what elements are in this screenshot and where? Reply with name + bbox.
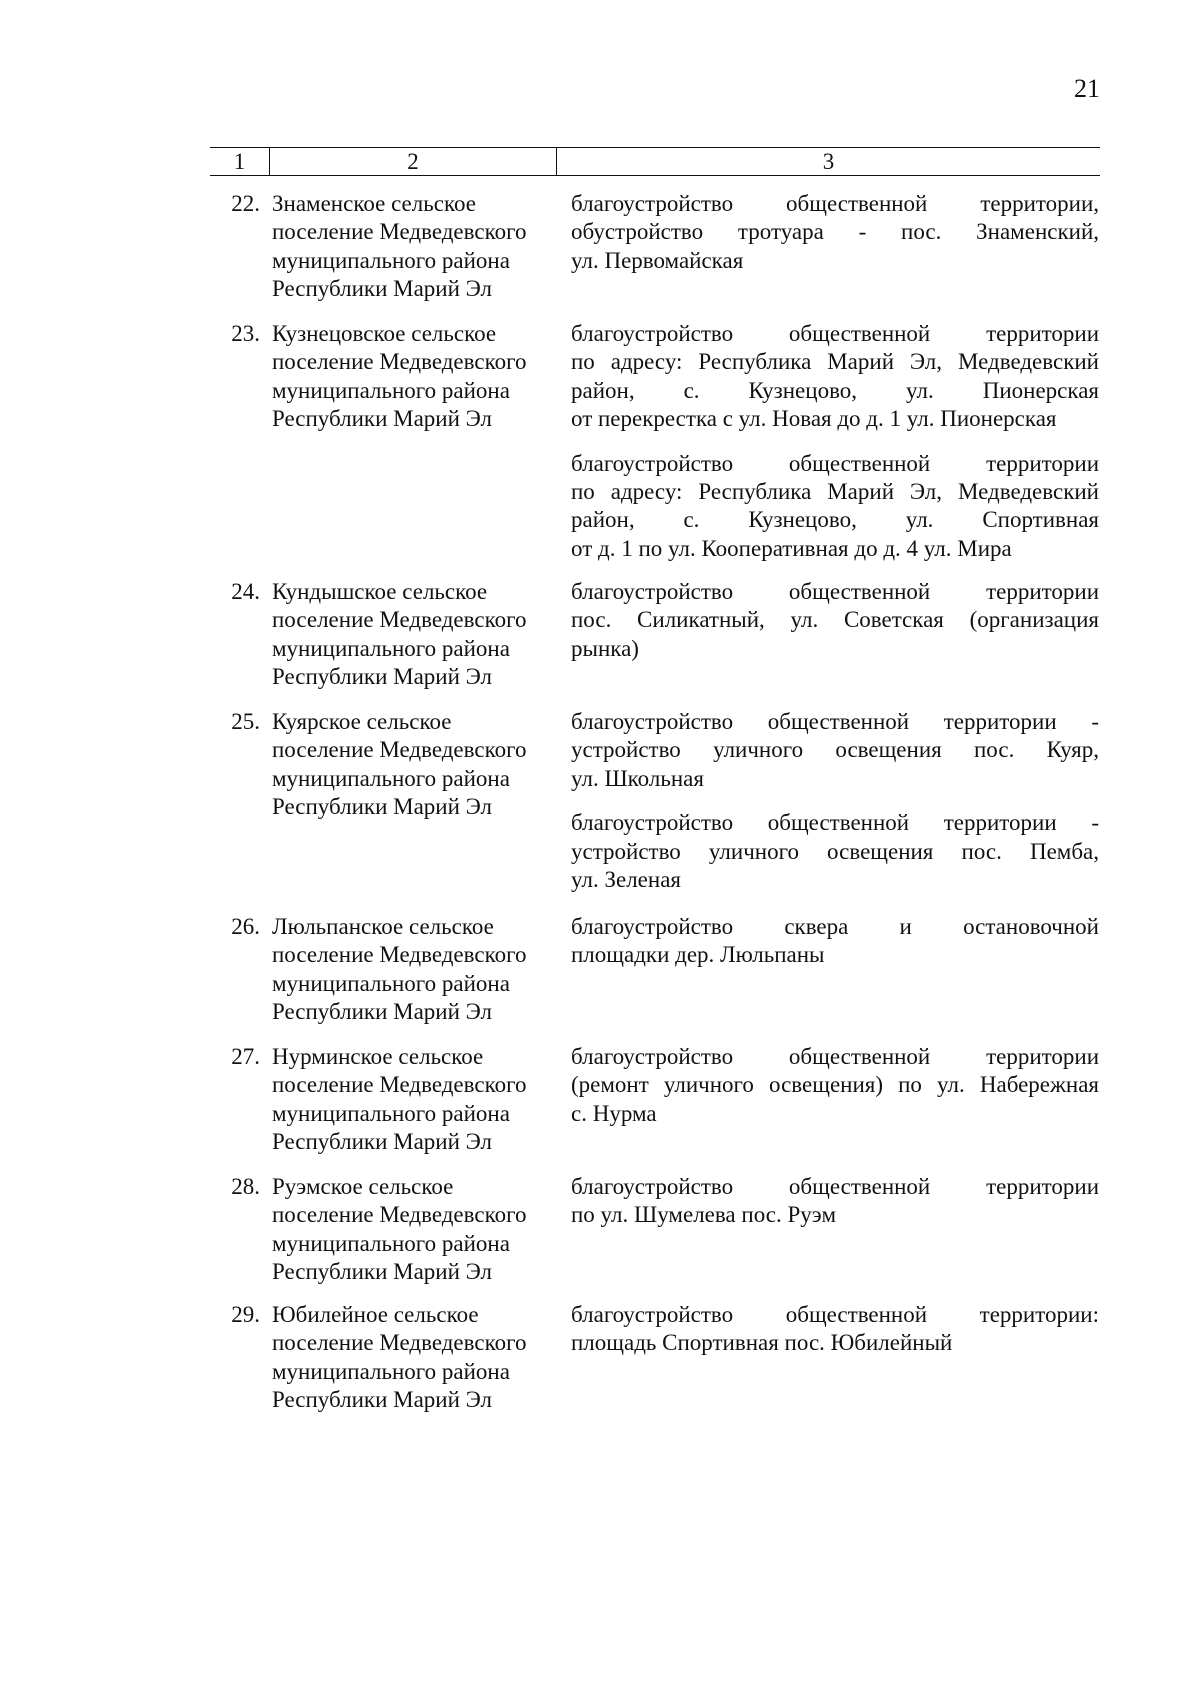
description-line: устройство уличного освещения пос. Куяр, (571, 737, 1099, 763)
table-row (210, 320, 1099, 563)
description-line: благоустройство общественной территории (571, 579, 1099, 604)
description-line: благоустройство общественной территории (571, 1174, 1099, 1199)
table-row (210, 1043, 1099, 1157)
settlement-name (272, 1173, 557, 1287)
description-line: с. Нурма (571, 1100, 657, 1126)
project-description (571, 913, 1099, 1027)
description-line: по ул. Шумелева пос. Руэм (571, 1202, 836, 1228)
settlement-name-line: муниципального района (272, 635, 510, 661)
project-description (571, 708, 1099, 894)
header-col-2: 2 (270, 148, 557, 175)
table-header (210, 147, 1100, 176)
row-number: 24. (231, 579, 260, 604)
settlement-name-line: поселение Медведевского (272, 607, 527, 633)
description-paragraph (571, 578, 1099, 663)
project-description (571, 190, 1099, 304)
settlement-name (272, 578, 557, 692)
description-line: благоустройство общественной территории - (571, 810, 1099, 836)
description-line: обустройство тротуара - пос. Знаменский, (571, 219, 1099, 245)
description-line: благоустройство общественной территории: (571, 1302, 1099, 1327)
description-paragraph (571, 1301, 1099, 1358)
description-line: рынка) (571, 635, 639, 661)
description-line: пос. Силикатный, ул. Советская (организация (571, 607, 1099, 633)
settlement-name-line: Куярское сельское (272, 709, 452, 734)
settlement-name-line: поселение Медведевского (272, 1072, 527, 1098)
table-row (210, 708, 1099, 894)
settlement-name-line: Республики Марий Эл (272, 1259, 493, 1285)
description-line: ул. Первомайская (571, 247, 744, 273)
description-line: площадки дер. Люльпаны (571, 942, 825, 968)
header-col-3: 3 (822, 149, 835, 174)
description-line: благоустройство общественной территории (571, 1044, 1099, 1069)
description-paragraph (571, 1173, 1099, 1230)
row-number: 29. (231, 1302, 260, 1327)
settlement-name-line: поселение Медведевского (272, 349, 527, 375)
row-number: 23. (231, 321, 260, 346)
table-row (210, 1301, 1099, 1415)
settlement-name-line: поселение Медведевского (272, 942, 527, 968)
settlement-name-line: муниципального района (272, 247, 510, 273)
settlement-name-line: Республики Марий Эл (272, 276, 493, 302)
description-line: район, с. Кузнецово, ул. Пионерская (571, 377, 1099, 403)
description-paragraph (571, 320, 1099, 434)
table-row (210, 578, 1099, 692)
table-row (210, 190, 1099, 304)
description-line: благоустройство общественной территории - (571, 709, 1099, 734)
settlement-name (272, 708, 557, 894)
project-description (571, 578, 1099, 692)
settlement-name-line: муниципального района (272, 1358, 510, 1384)
settlement-name-line: Юбилейное сельское (272, 1302, 479, 1327)
description-paragraph (571, 190, 1099, 275)
settlement-name-line: муниципального района (272, 970, 510, 996)
description-line: от перекрестка с ул. Новая до д. 1 ул. Пионерская (571, 406, 1057, 432)
settlement-name-line: Знаменское сельское (272, 191, 476, 216)
settlement-name-line: Люльпанское сельское (272, 914, 494, 939)
settlement-name (272, 190, 557, 304)
settlement-name-line: Республики Марий Эл (272, 999, 493, 1025)
table-row (210, 1173, 1099, 1287)
settlement-name-line: Нурминское сельское (272, 1044, 484, 1069)
description-line: благоустройство сквера и остановочной (571, 914, 1099, 939)
description-line: по адресу: Республика Марий Эл, Медведевский (571, 349, 1099, 375)
table-row (210, 913, 1099, 1027)
row-number: 27. (231, 1044, 260, 1069)
settlement-name-line: поселение Медведевского (272, 737, 527, 763)
row-number: 22. (231, 191, 260, 216)
description-line: благоустройство общественной территории (571, 450, 1099, 476)
description-paragraph (571, 708, 1099, 793)
description-line: район, с. Кузнецово, ул. Спортивная (571, 507, 1099, 533)
description-line: устройство уличного освещения пос. Пемба, (571, 838, 1099, 864)
description-line: (ремонт уличного освещения) по ул. Набережная (571, 1072, 1099, 1098)
description-line: от д. 1 по ул. Кооперативная до д. 4 ул. Мира (571, 535, 1012, 561)
settlement-name-line: муниципального района (272, 1100, 510, 1126)
project-description (571, 320, 1099, 563)
settlement-name-line: Республики Марий Эл (272, 664, 493, 690)
settlement-name (272, 913, 557, 1027)
description-paragraph (571, 809, 1099, 894)
settlement-name-line: поселение Медведевского (272, 1330, 527, 1356)
description-line: ул. Зеленая (571, 867, 681, 893)
page-number: 21 (1074, 74, 1100, 103)
header-col-1: 1 (210, 148, 270, 175)
settlement-name-line: Республики Марий Эл (272, 1387, 493, 1413)
settlement-name-line: Республики Марий Эл (272, 794, 493, 820)
description-line: ул. Школьная (571, 765, 704, 791)
settlement-name-line: Кундышское сельское (272, 579, 488, 604)
settlement-name-line: муниципального района (272, 377, 510, 403)
project-description (571, 1043, 1099, 1157)
project-description (571, 1301, 1099, 1415)
settlement-name (272, 1301, 557, 1415)
row-number: 28. (231, 1174, 260, 1199)
settlement-name-line: Республики Марий Эл (272, 1129, 493, 1155)
description-line: площадь Спортивная пос. Юбилейный (571, 1330, 953, 1356)
description-paragraph (571, 450, 1099, 564)
description-line: по адресу: Республика Марий Эл, Медведевский (571, 479, 1099, 505)
row-number: 26. (231, 914, 260, 939)
row-number: 25. (231, 709, 260, 734)
settlement-name-line: муниципального района (272, 1230, 510, 1256)
settlement-name-line: поселение Медведевского (272, 1202, 527, 1228)
settlement-name-line: Кузнецовское сельское (272, 321, 497, 346)
settlement-name (272, 320, 557, 563)
description-paragraph (571, 913, 1099, 970)
settlement-name-line: муниципального района (272, 765, 510, 791)
settlement-name (272, 1043, 557, 1157)
description-line: благоустройство общественной территории (571, 321, 1099, 346)
settlement-name-line: Республики Марий Эл (272, 406, 493, 432)
settlement-name-line: поселение Медведевского (272, 219, 527, 245)
description-paragraph (571, 1043, 1099, 1128)
project-description (571, 1173, 1099, 1287)
settlement-name-line: Руэмское сельское (272, 1174, 454, 1199)
description-line: благоустройство общественной территории, (571, 191, 1099, 216)
